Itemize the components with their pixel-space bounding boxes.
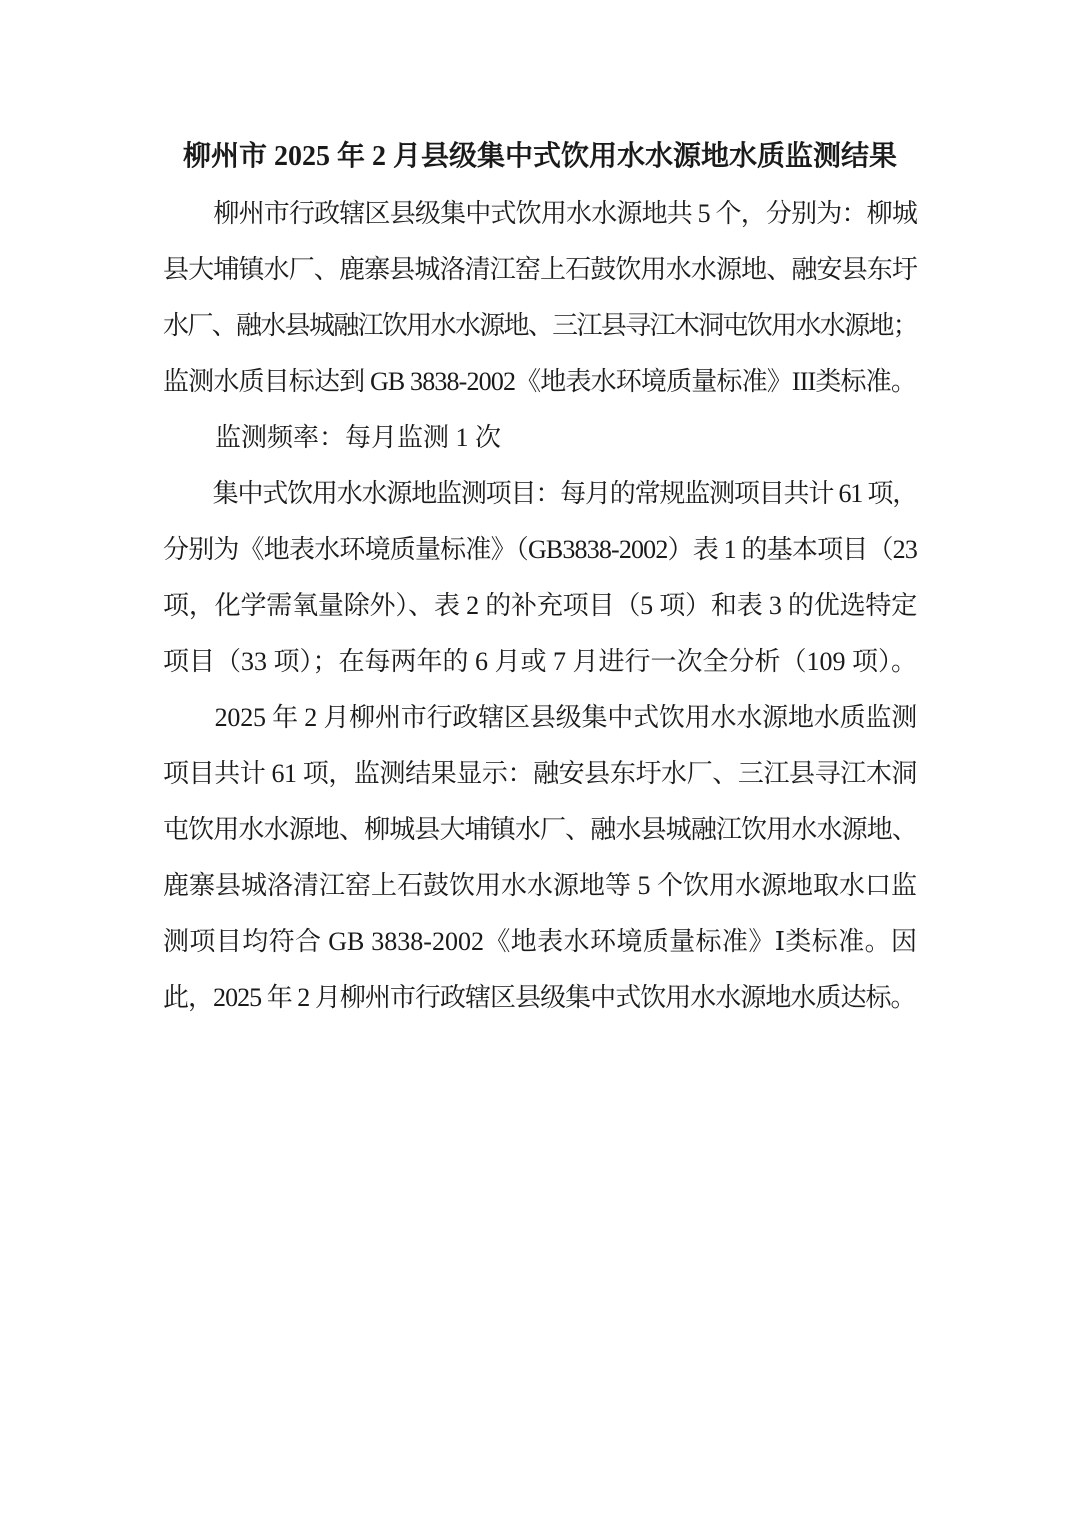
document-line: 分别为《地表水环境质量标准》（GB3838-2002）表 1 的基本项目（23	[163, 535, 917, 564]
document-line: 屯饮用水水源地、柳城县大埔镇水厂、融水县城融江饮用水水源地、	[163, 815, 917, 844]
document-line: 项，化学需氧量除外）、表 2 的补充项目（5 项）和表 3 的优选特定	[163, 591, 917, 620]
document-line: 监测水质目标达到 GB 3838-2002《地表水环境质量标准》III类标准。	[163, 367, 916, 396]
document-content	[163, 128, 917, 1026]
document-line: 项目（33 项）；在每两年的 6 月或 7 月进行一次全分析（109 项）。	[163, 647, 917, 676]
document-title: 柳州市 2025 年 2 月县级集中式饮用水水源地水质监测结果	[182, 141, 897, 172]
document-line: 水厂、融水县城融江饮用水水源地、三江县寻江木洞屯饮用水水源地；	[163, 311, 917, 340]
document-line: 项目共计 61 项，监测结果显示：融安县东圩水厂、三江县寻江木洞	[163, 759, 917, 788]
document-line: 鹿寨县城洛清江窑上石鼓饮用水水源地等 5 个饮用水源地取水口监	[163, 871, 917, 900]
document-line: 集中式饮用水水源地监测项目：每月的常规监测项目共计 61 项，	[163, 479, 917, 508]
document-line: 柳州市行政辖区县级集中式饮用水水源地共 5 个，分别为：柳城	[163, 199, 917, 228]
document-line: 县大埔镇水厂、鹿寨县城洛清江窑上石鼓饮用水水源地、融安县东圩	[163, 255, 917, 284]
document-line: 监测频率：每月监测 1 次	[163, 423, 502, 452]
document-line: 此，2025 年 2 月柳州市行政辖区县级集中式饮用水水源地水质达标。	[163, 983, 916, 1012]
document-line: 测项目均符合 GB 3838-2002《地表水环境质量标准》Ⅰ类标准。因	[163, 927, 917, 956]
document-line: 2025 年 2 月柳州市行政辖区县级集中式饮用水水源地水质监测	[163, 703, 917, 732]
